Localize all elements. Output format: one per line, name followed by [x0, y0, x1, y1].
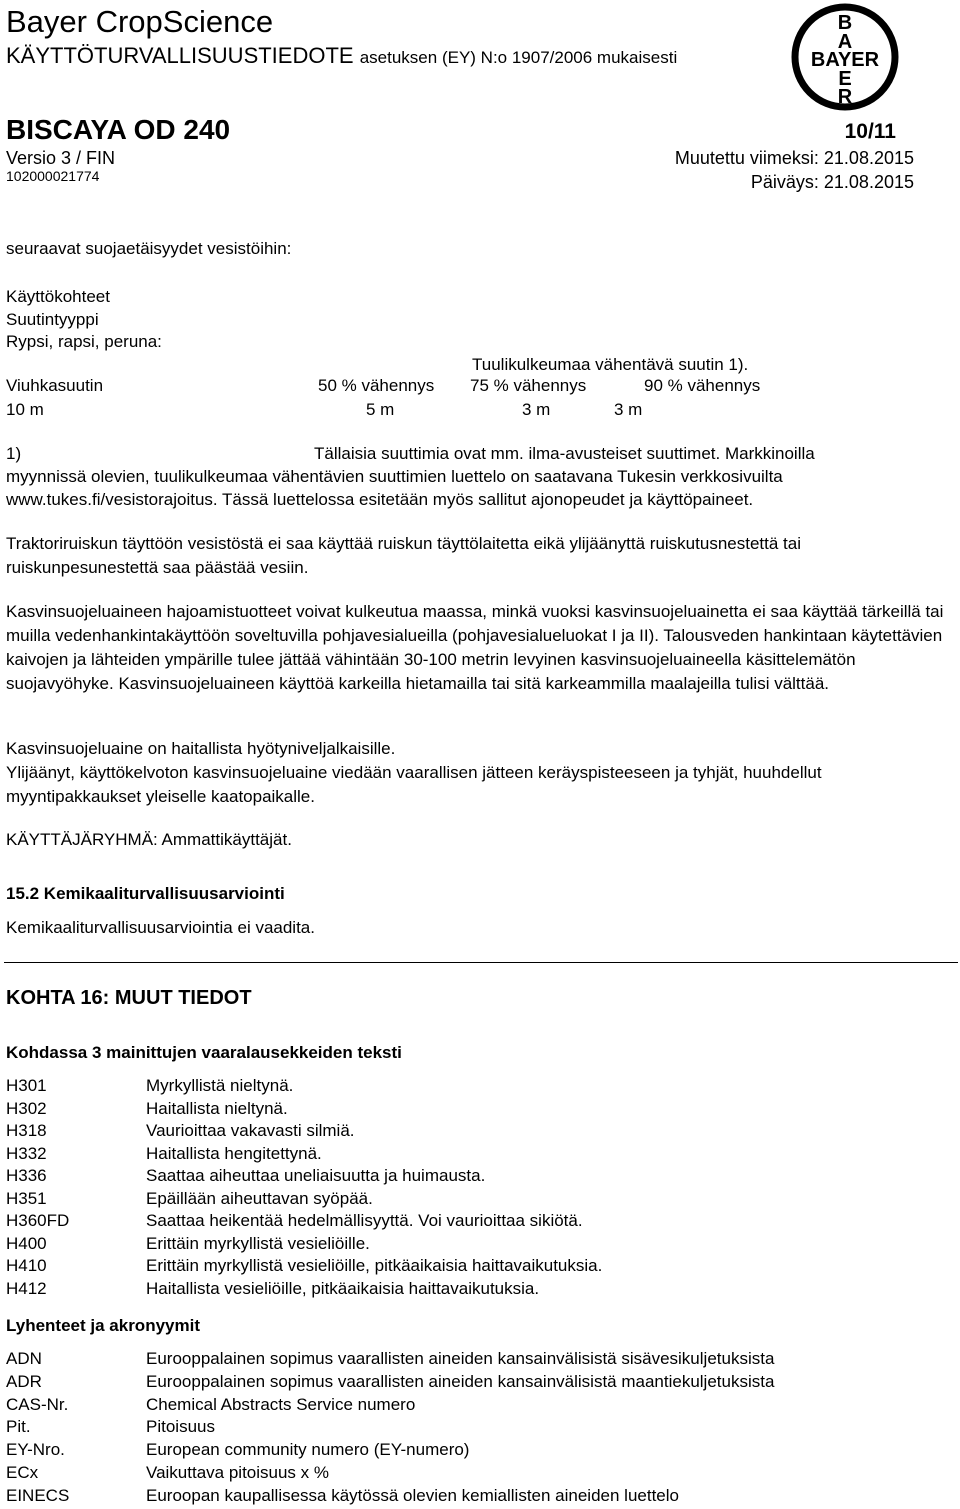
reduction-50-header: 50 % vähennys — [318, 376, 435, 395]
footnote-mark: 1) — [6, 444, 22, 463]
h-statement-row-code: H351 — [6, 1188, 47, 1208]
abbreviation-row-code: EINECS — [6, 1485, 70, 1505]
section-divider — [4, 962, 958, 963]
h-statement-row-text: Haitallista hengitettynä. — [146, 1143, 322, 1163]
page-number: 10/11 — [844, 120, 896, 143]
h-statement-row-text: Saattaa heikentää hedelmällisyyttä. Voi vaurioittaa sikiötä. — [146, 1211, 583, 1230]
distance-standard: 10 m — [6, 400, 44, 419]
abbreviation-row-text: European community numero (EY-numero) — [146, 1440, 470, 1460]
logo-letter-e: E — [838, 68, 852, 90]
abbreviation-row-code: Pit. — [6, 1417, 31, 1437]
distance-75: 3 m — [522, 400, 551, 419]
product-name: BISCAYA OD 240 — [6, 114, 231, 145]
reduction-90-header: 90 % vähennys — [644, 376, 761, 395]
pollinator-warning: Kasvinsuojeluaine on haitallista hyötyniveljalkaisille. — [6, 739, 396, 758]
version-label: Versio 3 / FIN — [6, 148, 116, 168]
section-15-2-title: 15.2 Kemikaaliturvallisuusarviointi — [6, 884, 285, 903]
fan-nozzle-label: Viuhkasuutin — [6, 376, 104, 395]
user-group: KÄYTTÄJÄRYHMÄ: Ammattikäyttäjät. — [6, 830, 292, 849]
h-statement-row-text: Epäillään aiheuttavan syöpää. — [146, 1188, 373, 1208]
h-statement-row-text: Erittäin myrkyllistä vesieliöille, pitkäaikaisia haittavaikutuksia. — [146, 1256, 603, 1275]
nozzle-label: Suutintyyppi — [6, 310, 99, 329]
footnote-line-2: myynnissä olevien, tuulikulkeumaa vähentävien suuttimien luettelo on saatavana Tukesin verkkosivuilta — [6, 467, 783, 486]
bayer-cross-logo — [790, 2, 900, 112]
h-statement-row-text: Haitallista vesieliöille, pitkäaikaisia haittavaikutuksia. — [146, 1278, 540, 1298]
buffer-intro: seuraavat suojaetäisyydet vesistöihin: — [6, 239, 292, 258]
logo-letter-b: B — [837, 12, 853, 34]
section-15-2-text: Kemikaaliturvallisuusarviointia ei vaadita. — [6, 918, 315, 937]
abbreviation-row-text: Euroopan kaupallisessa käytössä olevien kemiallisten aineiden luettelo — [146, 1485, 679, 1505]
h-statement-row-code: H410 — [6, 1256, 47, 1275]
h-statement-row-code: H301 — [6, 1076, 47, 1095]
abbreviation-row-code: CAS-Nr. — [6, 1394, 69, 1414]
use-label: Käyttökohteet — [6, 287, 110, 306]
h-statement-row-code: H318 — [6, 1121, 47, 1140]
regulation-reference: asetuksen (EY) N:o 1907/2006 mukaisesti — [359, 48, 678, 67]
abbreviation-row-text: Eurooppalainen sopimus vaarallisten aineiden kansainvälisistä maantiekuljetuksista — [146, 1371, 775, 1391]
h-statement-row-text: Erittäin myrkyllistä vesieliöille. — [146, 1233, 370, 1253]
h-statement-row-code: H302 — [6, 1098, 47, 1118]
abbreviation-row-code: ADR — [6, 1371, 42, 1391]
h-statement-row-code: H400 — [6, 1233, 47, 1253]
modified-date: Muutettu viimeksi: 21.08.2015 — [674, 148, 914, 168]
h-statement-row-text: Saattaa aiheuttaa uneliaisuutta ja huimausta. — [146, 1166, 486, 1185]
document-number: 102000021774 — [6, 168, 100, 184]
drift-nozzle-header: Tuulikulkeumaa vähentävä suutin 1). — [472, 355, 749, 374]
h-statements-title: Kohdassa 3 mainittujen vaaralausekkeiden teksti — [6, 1043, 402, 1062]
h-statement-row-text: Myrkyllistä nieltynä. — [146, 1076, 294, 1095]
h-statement-row-code: H412 — [6, 1278, 47, 1298]
abbreviation-row-code: EY-Nro. — [6, 1440, 65, 1460]
h-statement-row-code: H332 — [6, 1143, 47, 1163]
abbreviation-row-text: Pitoisuus — [146, 1417, 215, 1437]
abbreviations-title: Lyhenteet ja akronyymit — [6, 1316, 200, 1335]
section-16-title: KOHTA 16: MUUT TIEDOT — [6, 987, 252, 1009]
logo-letter-a: A — [837, 31, 853, 53]
issue-date: Päiväys: 21.08.2015 — [750, 172, 914, 192]
abbreviation-row-text: Vaikuttava pitoisuus x % — [146, 1463, 329, 1482]
abbreviation-row-text: Eurooppalainen sopimus vaarallisten aineiden kansainvälisistä sisävesikuljetuksista — [146, 1349, 775, 1368]
h-statement-row-text: Haitallista nieltynä. — [146, 1098, 288, 1118]
groundwater-paragraph: Kasvinsuojeluaineen hajoamistuotteet voivat kulkeutua maassa, minkä vuoksi kasvinsuojeluainetta ei saa käyttää tärkeillä tai muilla vedenhankintakäyttöön soveltuvilla pohjavesialueilla (pohjavesialueluokat I ja II). Talousveden hankintaan käytettävien kaivojen ja lähteiden ympärille tulee jättää vähintään 30-100 metrin levyinen kasvinsuojeluaineella käsittelemätön suojavyöhyke. Kasvinsuojeluaineen käyttöä karkeilla hietamailla tai sitä karkeammilla maalajeilla tulisi välttää. — [6, 602, 944, 693]
distance-90: 3 m — [614, 400, 643, 419]
disposal-paragraph: Ylijäänyt, käyttökelvoton kasvinsuojeluaine viedään vaarallisen jätteen keräyspisteeseen ja tyhjät, huuhdellut myyntipakkaukset yleiselle kaatopaikalle. — [6, 763, 822, 806]
logo-word-bayer: BAYER — [810, 49, 880, 71]
abbreviation-row-code: ECx — [6, 1463, 39, 1482]
company-name: Bayer CropScience — [6, 4, 274, 39]
footnote-line-3: www.tukes.fi/vesistorajoitus. Tässä luettelossa esitetään myös sallitut ajonopeudet ja käyttöpaineet. — [6, 490, 754, 509]
distance-50: 5 m — [366, 400, 395, 419]
abbreviation-row-text: Chemical Abstracts Service numero — [146, 1394, 416, 1414]
footnote-line-1: Tällaisia suuttimia ovat mm. ilma-avusteiset suuttimet. Markkinoilla — [314, 444, 815, 463]
h-statement-row-code: H360FD — [6, 1211, 70, 1230]
h-statement-row-text: Vaurioittaa vakavasti silmiä. — [146, 1121, 355, 1140]
h-statement-row-code: H336 — [6, 1166, 47, 1185]
abbreviation-row-code: ADN — [6, 1349, 42, 1368]
document-type — [6, 40, 677, 74]
reduction-75-header: 75 % vähennys — [470, 376, 587, 395]
document-type-title: KÄYTTÖTURVALLISUUSTIEDOTE — [6, 43, 354, 68]
tractor-filling-paragraph: Traktoriruiskun täyttöön vesistöstä ei saa käyttää ruiskun täyttölaitetta eikä ylijäänyttä ruiskutusnestettä tai ruiskunpesunestettä saa päästää vesiin. — [6, 534, 801, 577]
crops-label: Rypsi, rapsi, peruna: — [6, 332, 162, 351]
logo-letter-r: R — [837, 86, 853, 108]
